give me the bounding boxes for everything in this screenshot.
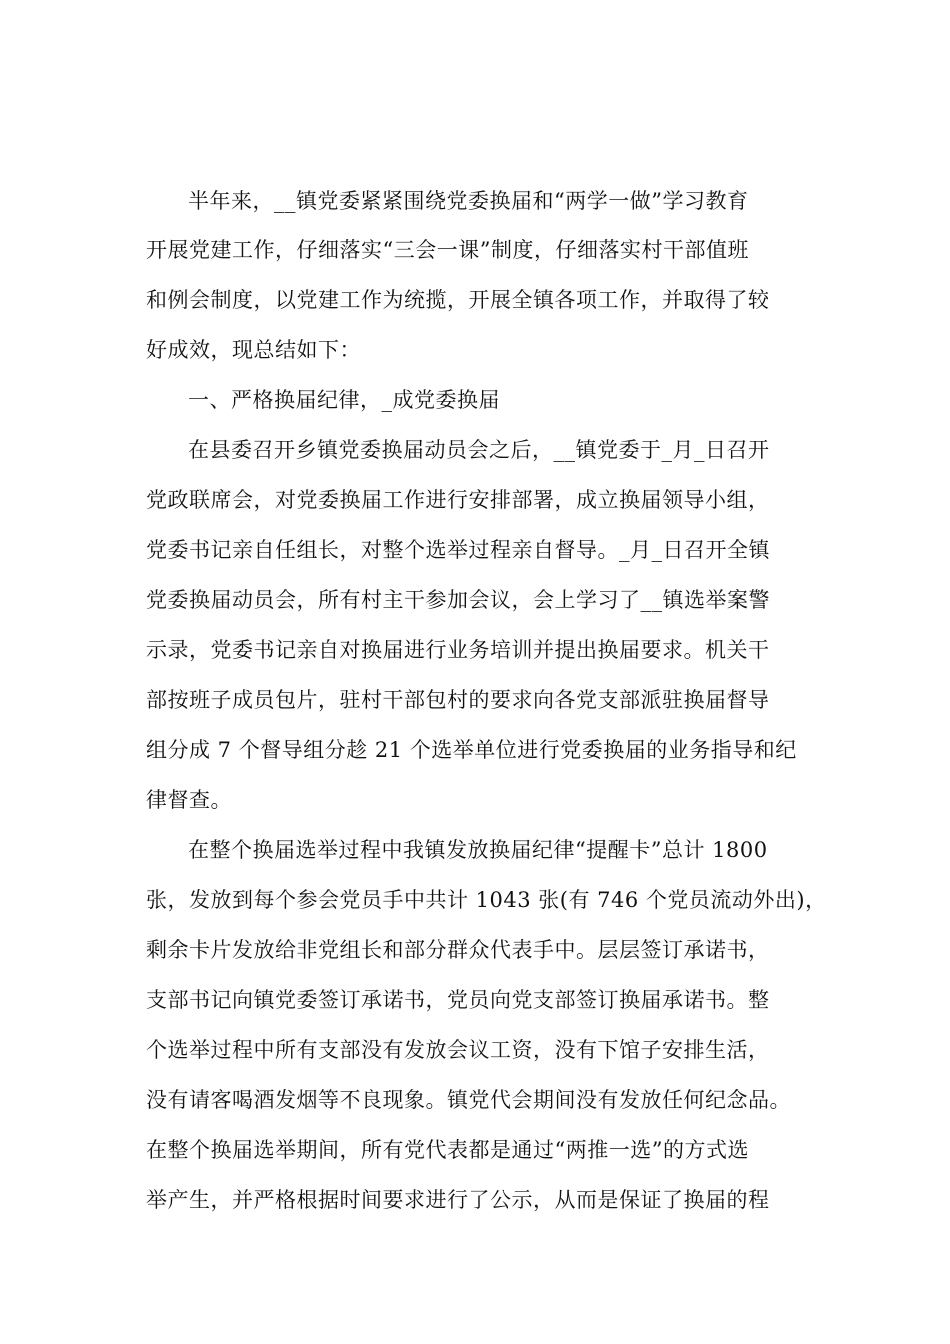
paragraph-2-line-8: 律督查。 xyxy=(146,788,232,812)
paragraph-3-line-1: 在整个换届选举过程中我镇发放换届纪律“提醒卡”总计 1800 xyxy=(188,838,768,862)
paragraph-3-line-7: 在整个换届选举期间，所有党代表都是通过“两推一选”的方式选 xyxy=(146,1138,749,1162)
paragraph-2-line-1: 在县委召开乡镇党委换届动员会之后，__镇党委于_月_日召开 xyxy=(188,438,770,462)
paragraph-2-line-4: 党委换届动员会，所有村主干参加会议，会上学习了__镇选举案警 xyxy=(146,588,770,612)
paragraph-1-line-3: 和例会制度，以党建工作为统揽，开展全镇各项工作，并取得了较 xyxy=(146,288,770,312)
paragraph-3-line-5: 个选举过程中所有支部没有发放会议工资，没有下馆子安排生活， xyxy=(146,1038,770,1062)
paragraph-2-line-2: 党政联席会，对党委换届工作进行安排部署，成立换届领导小组， xyxy=(146,488,770,512)
paragraph-3-line-8: 举产生，并严格根据时间要求进行了公示，从而是保证了换届的程 xyxy=(146,1188,770,1212)
paragraph-2-line-6: 部按班子成员包片，驻村干部包村的要求向各党支部派驻换届督导 xyxy=(146,688,770,712)
paragraph-3-line-6: 没有请客喝酒发烟等不良现象。镇党代会期间没有发放任何纪念品。 xyxy=(146,1088,791,1112)
paragraph-2-line-5: 示录，党委书记亲自对换届进行业务培训并提出换届要求。机关干 xyxy=(146,638,770,662)
paragraph-3-line-4: 支部书记向镇党委签订承诺书，党员向党支部签订换届承诺书。整 xyxy=(146,988,770,1012)
paragraph-3-line-3: 剩余卡片发放给非党组长和部分群众代表手中。层层签订承诺书， xyxy=(146,938,770,962)
paragraph-2-line-3: 党委书记亲自任组长，对整个选举过程亲自督导。_月_日召开全镇 xyxy=(146,538,770,562)
paragraph-1-line-1: 半年来，__镇党委紧紧围绕党委换届和“两学一做”学习教育 xyxy=(188,189,749,213)
paragraph-1-line-2: 开展党建工作，仔细落实“三会一课”制度，仔细落实村干部值班 xyxy=(146,238,749,262)
section-heading-1: 一、严格换届纪律，_成党委换届 xyxy=(188,388,500,412)
paragraph-1-line-4: 好成效，现总结如下： xyxy=(146,338,361,362)
paragraph-2-line-7: 组分成 7 个督导组分趁 21 个选举单位进行党委换届的业务指导和纪 xyxy=(146,738,797,762)
paragraph-3-line-2: 张，发放到每个参会党员手中共计 1043 张(有 746 个党员流动外出)， xyxy=(146,888,827,912)
